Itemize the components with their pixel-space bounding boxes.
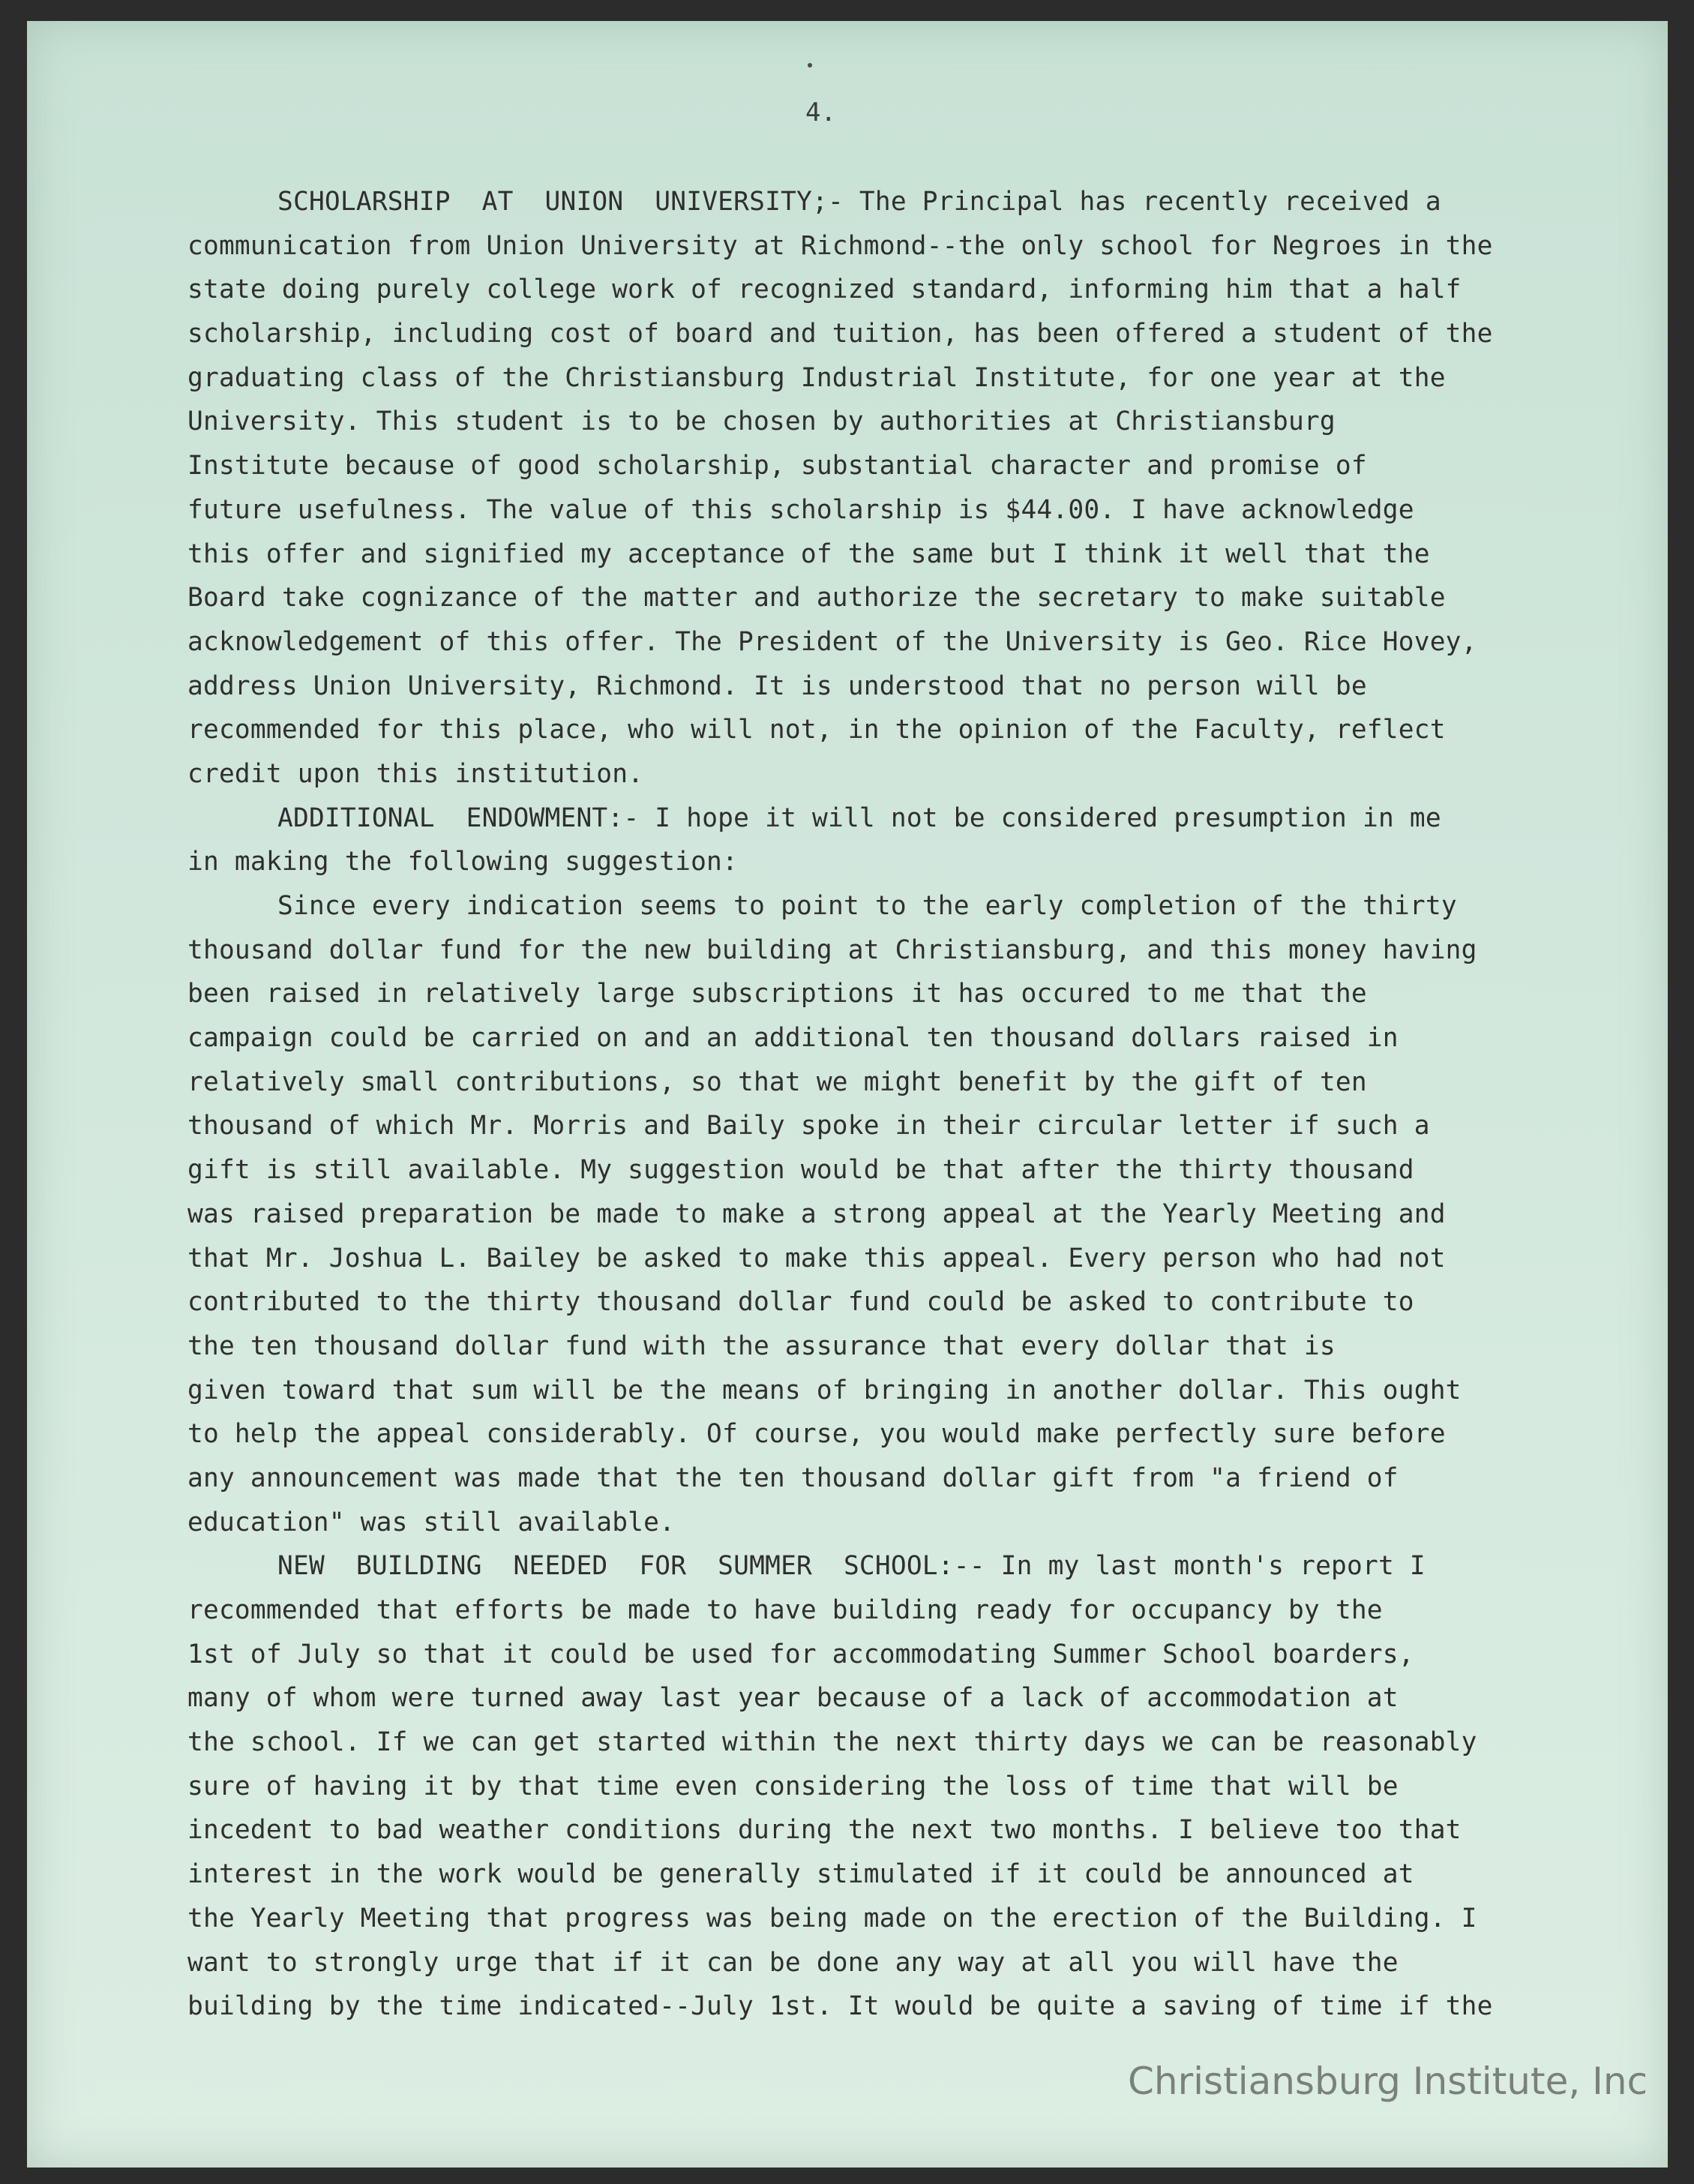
text-line: thousand of which Mr. Morris and Baily spoke in their circular letter if such a <box>187 1111 1430 1142</box>
text-line: gift is still available. My suggestion would be that after the thirty thousand <box>187 1155 1414 1186</box>
text-line: SCHOLARSHIP AT UNION UNIVERSITY;- The Principal has recently received a <box>277 187 1441 217</box>
text-line: interest in the work would be generally stimulated if it could be announced at <box>187 1859 1414 1890</box>
text-line: ADDITIONAL ENDOWMENT:- I hope it will not be considered presumption in me <box>277 802 1441 833</box>
text-line: given toward that sum will be the means of bringing in another dollar. This ought <box>187 1375 1462 1406</box>
text-line: the Yearly Meeting that progress was being made on the erection of the Building. I <box>187 1903 1477 1934</box>
text-line: the school. If we can get started within the next thirty days we can be reasonably <box>187 1727 1477 1758</box>
text-line: recommended for this place, who will not, in the opinion of the Faculty, reflect <box>187 715 1446 746</box>
text-line: University. This student is to be chosen by authorities at Christiansburg <box>187 406 1336 437</box>
text-line: building by the time indicated--July 1st. It would be quite a saving of time if the <box>187 1991 1493 2022</box>
text-line: graduating class of the Christiansburg Industrial Institute, for one year at the <box>187 362 1446 393</box>
text-line: sure of having it by that time even considering the loss of time that will be <box>187 1771 1399 1802</box>
text-line: scholarship, including cost of board and tuition, has been offered a student of the <box>187 319 1493 350</box>
text-line: address Union University, Richmond. It is understood that no person will be <box>187 670 1367 701</box>
text-line: education" was still available. <box>187 1507 676 1538</box>
text-line: that Mr. Joshua L. Bailey be asked to make this appeal. Every person who had not <box>187 1243 1446 1274</box>
text-line: state doing purely college work of recognized standard, informing him that a half <box>187 274 1462 305</box>
text-line: want to strongly urge that if it can be done any way at all you will have the <box>187 1947 1399 1978</box>
page-dot <box>808 63 812 68</box>
text-line: any announcement was made that the ten thousand dollar gift from "a friend of <box>187 1462 1399 1493</box>
text-line: in making the following suggestion: <box>187 847 738 878</box>
text-line: to help the appeal considerably. Of course, you would make perfectly sure before <box>187 1419 1446 1450</box>
text-line: thousand dollar fund for the new building at Christiansburg, and this money having <box>187 934 1477 965</box>
page-number: 4. <box>805 98 836 128</box>
text-line: contributed to the thirty thousand dollar fund could be asked to contribute to <box>187 1287 1414 1318</box>
text-line: incedent to bad weather conditions during the next two months. I believe too that <box>187 1815 1462 1846</box>
text-line: many of whom were turned away last year because of a lack of accommodation at <box>187 1683 1399 1714</box>
text-line: relatively small contributions, so that we might benefit by the gift of ten <box>187 1066 1367 1097</box>
text-line: Institute because of good scholarship, substantial character and promise of <box>187 451 1367 482</box>
text-line: acknowledgement of this offer. The President of the University is Geo. Rice Hovey, <box>187 626 1477 657</box>
text-line: campaign could be carried on and an additional ten thousand dollars raised in <box>187 1023 1399 1054</box>
text-line: the ten thousand dollar fund with the assurance that every dollar that is <box>187 1330 1336 1361</box>
text-line: 1st of July so that it could be used for accommodating Summer School boarders, <box>187 1639 1414 1670</box>
text-line: future usefulness. The value of this scholarship is $44.00. I have acknowledge <box>187 494 1414 525</box>
text-line: NEW BUILDING NEEDED FOR SUMMER SCHOOL:-- In my last month's report I <box>277 1551 1426 1582</box>
watermark: Christiansburg Institute, Inc <box>1128 2060 1648 2103</box>
text-line: credit upon this institution. <box>187 758 644 789</box>
document-body <box>187 180 1657 2029</box>
text-line: Since every indication seems to point to the early completion of the thirty <box>277 891 1457 921</box>
text-line: was raised preparation be made to make a strong appeal at the Yearly Meeting and <box>187 1198 1446 1229</box>
text-line: this offer and signified my acceptance of the same but I think it well that the <box>187 538 1430 569</box>
text-line: communication from Union University at Richmond--the only school for Negroes in the <box>187 230 1493 261</box>
text-line: recommended that efforts be made to have building ready for occupancy by the <box>187 1595 1383 1625</box>
text-line: been raised in relatively large subscriptions it has occured to me that the <box>187 979 1367 1010</box>
text-line: Board take cognizance of the matter and authorize the secretary to make suitable <box>187 583 1446 614</box>
